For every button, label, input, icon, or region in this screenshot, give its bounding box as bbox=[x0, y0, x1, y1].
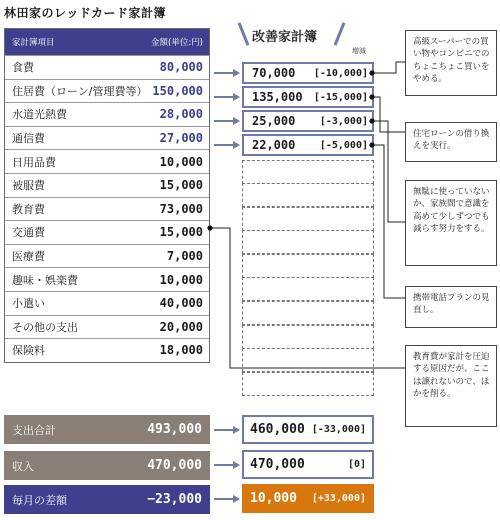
improved-diff: [-10,000] bbox=[313, 67, 368, 79]
ledger-row bbox=[5, 244, 209, 268]
note-utilities: 無駄に使っていないか、家族間で意識を高めて少しずつでも減らす努力をする。 bbox=[405, 180, 497, 266]
ledger-row-label: 小遣い bbox=[12, 297, 45, 311]
improved-row bbox=[242, 62, 374, 84]
improved-diff: [-5,000] bbox=[319, 139, 368, 151]
total-expense-amount: 493,000 bbox=[147, 422, 202, 437]
ledger-row-amount: 73,000 bbox=[159, 201, 203, 216]
ledger-row bbox=[5, 267, 209, 291]
ledger-row bbox=[5, 149, 209, 173]
note-housing: 住宅ローンの借り換えを実行。 bbox=[405, 122, 497, 162]
ledger-row-amount: 15,000 bbox=[159, 225, 203, 240]
ledger-row-amount: 18,000 bbox=[159, 343, 203, 358]
total-income-amount: 470,000 bbox=[147, 458, 202, 473]
ledger-row-label: 被服費 bbox=[12, 179, 45, 193]
total-balance-amount: −23,000 bbox=[147, 492, 202, 507]
arrow-icon bbox=[214, 69, 240, 77]
note-communication: 携帯電話プランの見直し。 bbox=[405, 286, 497, 328]
empty-row bbox=[242, 277, 374, 301]
note-food: 高級スーパーでの買い物やコンビニでのちょこちょこ買いをやめる。 bbox=[405, 30, 497, 96]
ledger-row-label: 教育費 bbox=[12, 202, 45, 216]
expense-ledger bbox=[4, 28, 210, 363]
empty-row bbox=[242, 160, 374, 184]
ledger-row bbox=[5, 197, 209, 221]
total-income bbox=[4, 451, 210, 480]
arrow-icon bbox=[214, 141, 240, 149]
empty-row bbox=[242, 207, 374, 231]
ledger-row bbox=[5, 338, 209, 362]
ledger-header-item: 家計簿項目 bbox=[12, 38, 55, 48]
empty-row bbox=[242, 325, 374, 349]
ledger-row-label: 交通費 bbox=[12, 226, 45, 240]
arrow-icon bbox=[214, 461, 240, 469]
ledger-row bbox=[5, 55, 209, 79]
arrow-icon bbox=[214, 426, 240, 434]
improved-total-expense-diff: [-33,000] bbox=[311, 424, 366, 435]
improved-row bbox=[242, 134, 374, 156]
arrow-icon bbox=[214, 93, 240, 101]
diff-column-label: 増減 bbox=[352, 47, 366, 55]
ledger-header bbox=[5, 29, 209, 55]
ledger-row bbox=[5, 126, 209, 150]
arrow-icon bbox=[214, 117, 240, 125]
ledger-row-label: 趣味・娯楽費 bbox=[12, 273, 78, 287]
improved-title: 改善家計簿 bbox=[252, 30, 318, 45]
ledger-row bbox=[5, 315, 209, 339]
total-expense-label: 支出合計 bbox=[12, 423, 56, 437]
empty-row bbox=[242, 230, 374, 254]
improved-diff: [-15,000] bbox=[313, 91, 368, 103]
improved-total-expense-value: 460,000 bbox=[250, 422, 305, 437]
improved-row bbox=[242, 110, 374, 132]
arrow-icon bbox=[214, 495, 240, 503]
improved-total-balance bbox=[242, 484, 374, 513]
ledger-row-amount: 28,000 bbox=[159, 107, 203, 122]
ledger-row-amount: 15,000 bbox=[159, 178, 203, 193]
total-balance-label: 毎月の差額 bbox=[12, 493, 67, 507]
ledger-row-label: 医療費 bbox=[12, 250, 45, 264]
ledger-row bbox=[5, 220, 209, 244]
improved-value: 25,000 bbox=[252, 114, 296, 128]
empty-row bbox=[242, 301, 374, 325]
ledger-row-amount: 10,000 bbox=[159, 154, 203, 169]
ledger-row bbox=[5, 102, 209, 126]
ledger-row-label: 食費 bbox=[12, 61, 34, 75]
improved-row bbox=[242, 86, 374, 108]
improved-total-expense bbox=[242, 415, 374, 444]
improved-total-income-diff: [0] bbox=[347, 459, 366, 470]
total-income-label: 収入 bbox=[12, 459, 34, 473]
improved-total-income bbox=[242, 450, 374, 479]
improved-total-balance-value: 10,000 bbox=[250, 491, 297, 506]
empty-row bbox=[242, 254, 374, 278]
ledger-row bbox=[5, 173, 209, 197]
ledger-row-amount: 20,000 bbox=[159, 319, 203, 334]
total-expense bbox=[4, 415, 210, 444]
improved-total-income-value: 470,000 bbox=[250, 457, 305, 472]
empty-row bbox=[242, 348, 374, 372]
ledger-row-label: 通信費 bbox=[12, 132, 45, 146]
ledger-row bbox=[5, 291, 209, 315]
empty-row bbox=[242, 372, 374, 396]
total-balance bbox=[4, 485, 210, 514]
improved-diff: [-3,000] bbox=[319, 115, 368, 127]
ledger-row-label: 保険料 bbox=[12, 344, 45, 358]
ledger-row-amount: 40,000 bbox=[159, 296, 203, 311]
ledger-row bbox=[5, 79, 209, 103]
note-education: 教育費が家計を圧迫する原因だが、ここは譲れないので、ほかを削る。 bbox=[405, 345, 497, 427]
ledger-row-label: その他の支出 bbox=[12, 320, 78, 334]
page-title: 林田家のレッドカード家計簿 bbox=[4, 6, 167, 20]
ledger-header-amount: 金額(単位:円) bbox=[151, 38, 203, 48]
header-slash-right bbox=[334, 22, 346, 45]
ledger-row-amount: 27,000 bbox=[159, 131, 203, 146]
ledger-row-amount: 80,000 bbox=[159, 60, 203, 75]
ledger-row-label: 住居費（ローン/管理費等） bbox=[12, 84, 148, 98]
empty-row bbox=[242, 183, 374, 207]
ledger-row-amount: 150,000 bbox=[152, 83, 203, 98]
improved-total-balance-diff: [+33,000] bbox=[311, 493, 366, 504]
ledger-row-label: 水道光熱費 bbox=[12, 108, 67, 122]
improved-value: 70,000 bbox=[252, 66, 296, 80]
ledger-row-amount: 7,000 bbox=[166, 249, 203, 264]
header-slash-left bbox=[238, 22, 250, 45]
improved-value: 135,000 bbox=[252, 90, 303, 104]
improved-value: 22,000 bbox=[252, 138, 296, 152]
ledger-row-label: 日用品費 bbox=[12, 155, 56, 169]
ledger-row-amount: 10,000 bbox=[159, 272, 203, 287]
